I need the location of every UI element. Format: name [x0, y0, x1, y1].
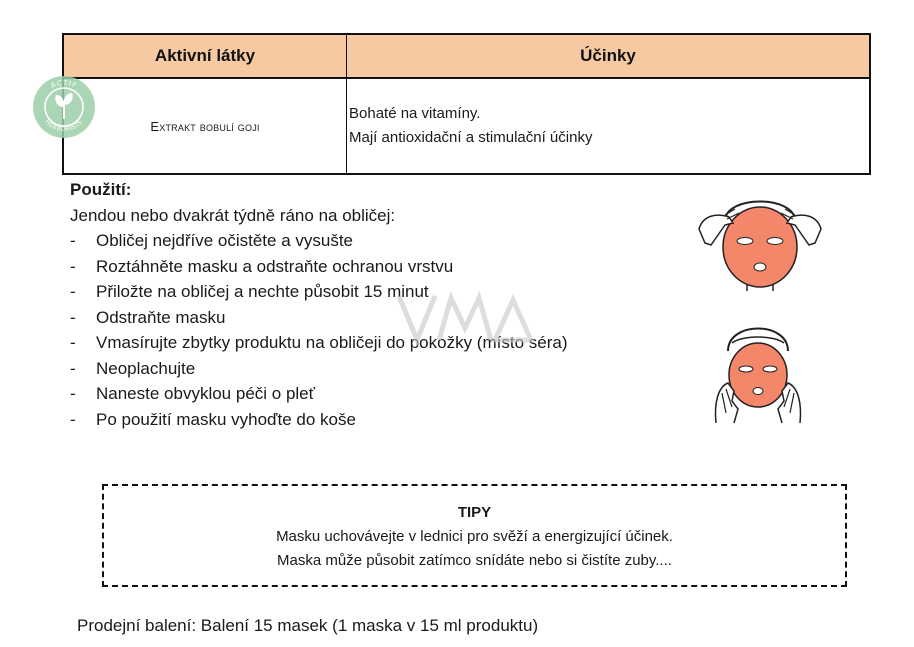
header-effects: Účinky	[580, 46, 636, 65]
logo-text-bottom: HERBORISTE	[43, 118, 85, 134]
leaf-logo-icon	[32, 75, 96, 139]
tips-title: TIPY	[457, 504, 492, 521]
list-item: - Přiložte na obličej a nechte působit 15 minut	[70, 282, 429, 301]
list-item: - Neoplachujte	[70, 358, 196, 378]
tips-box	[102, 484, 847, 587]
usage-intro: Jendou nebo dvakrát týdně ráno na obličej:	[70, 206, 396, 225]
effect-line: Mají antioxidační a stimulační účinky	[349, 129, 593, 146]
watermark-logo	[395, 288, 535, 348]
logo-text-top: ACTIF	[49, 78, 79, 91]
list-item: - Naneste obvyklou péči o pleť	[70, 384, 316, 403]
effects-cell	[347, 79, 869, 173]
table-header	[64, 35, 869, 79]
list-item: - Roztáhněte masku a odstraňte ochranou vrstvu	[70, 256, 454, 276]
table-row	[64, 79, 869, 173]
package-info: Prodejní balení: Balení 15 masek (1 maska v 15 ml produktu)	[77, 616, 539, 635]
usage-steps	[70, 228, 710, 432]
header-active-ingredients: Aktivní látky	[64, 35, 347, 77]
tips-line: Maska může působit zatímco snídáte nebo si čistíte zuby....	[277, 552, 672, 569]
tips-line: Masku uchovávejte v lednici pro svěží a energizující účinek.	[276, 528, 673, 545]
face-mask-massage-icon	[712, 317, 804, 425]
list-item: - Vmasírujte zbytky produktu na obličeji do pokožky (místo séra)	[70, 333, 568, 352]
face-mask-applying-icon	[695, 185, 825, 293]
ingredients-table	[62, 33, 871, 175]
list-item: - Po použití masku vyhoďte do koše	[70, 409, 356, 429]
usage-section	[70, 180, 710, 432]
effect-line: Bohaté na vitamíny.	[349, 105, 481, 122]
usage-title: Použití:	[70, 180, 132, 199]
list-item: - Obličej nejdříve očistěte a vysušte	[70, 231, 354, 250]
list-item: - Odstraňte masku	[70, 307, 226, 327]
ingredient-cell: Extrakt bobulí goji	[64, 79, 347, 173]
